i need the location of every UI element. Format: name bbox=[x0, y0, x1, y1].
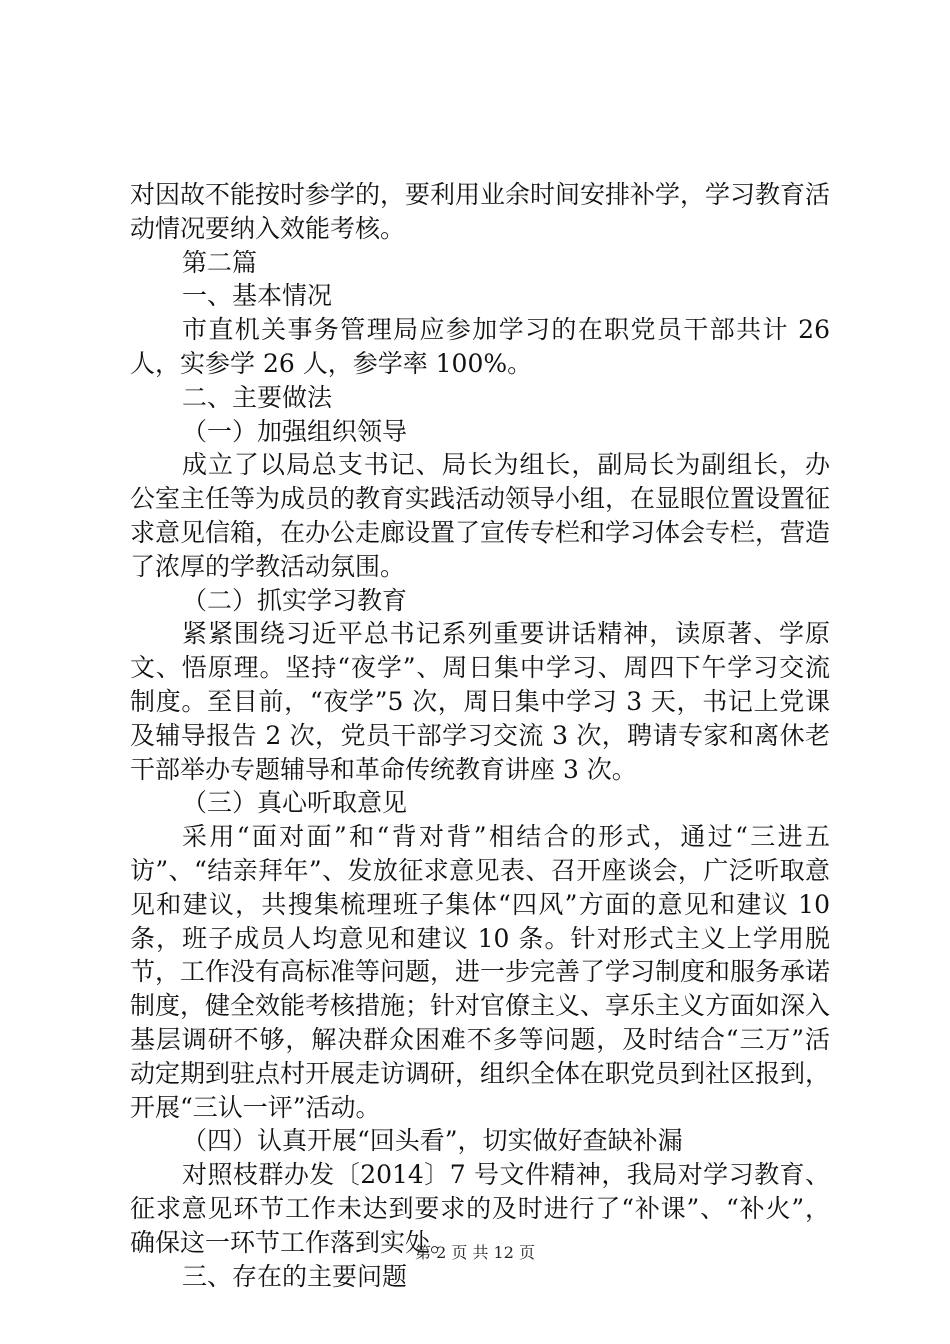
subheading-organization: （一）加强组织领导 bbox=[182, 416, 408, 446]
paragraph-study: 紧紧围绕习近平总书记系列重要讲话精神，读原著、学原文、悟原理。坚持“夜学”、周日集中学习、周四下午学习交流制度。至目前，“夜学”5 次，周日集中学习 3 天，书记上党课及辅导报告 2 次，党员干部学习交流 3 次，聘请专家和离休老干部举办专题辅导和革命传统教育讲座 3 次。 bbox=[130, 619, 830, 784]
section-title-part-two: 第二篇 bbox=[182, 247, 258, 277]
paragraph-organization: 成立了以局总支书记、局长为组长，副局长为副组长，办公室主任等为成员的教育实践活动领导小组，在显眼位置设置征求意见信箱，在办公走廊设置了宣传专栏和学习体会专栏，营造了浓厚的学教活动氛围。 bbox=[130, 450, 831, 581]
heading-basic-situation: 一、基本情况 bbox=[182, 281, 333, 311]
page-number-footer: 第 2 页 共 12 页 bbox=[415, 1243, 535, 1262]
heading-main-practices: 二、主要做法 bbox=[182, 382, 333, 412]
subheading-opinions: （三）真心听取意见 bbox=[182, 788, 408, 818]
paragraph-review: 对照枝群办发〔2014〕7 号文件精神，我局对学习教育、征求意见环节工作未达到要求的及时进行了“补课”、“补火”，确保这一环节工作落到实处。 bbox=[130, 1160, 830, 1257]
subheading-review: （四）认真开展“回头看”，切实做好查缺补漏 bbox=[182, 1126, 683, 1156]
paragraph-participation: 市直机关事务管理局应参加学习的在职党员干部共计 26 人，实参学 26 人，参学率 100%。 bbox=[130, 315, 838, 378]
heading-main-problems: 三、存在的主要问题 bbox=[182, 1261, 408, 1291]
document-body bbox=[130, 178, 838, 1293]
subheading-study: （二）抓实学习教育 bbox=[182, 585, 408, 615]
paragraph-continuation: 对因故不能按时参学的，要利用业余时间安排补学，学习教育活动情况要纳入效能考核。 bbox=[130, 180, 831, 243]
paragraph-opinions: 采用“面对面”和“背对背”相结合的形式，通过“三进五访”、“结亲拜年”、发放征求意见表、召开座谈会，广泛听取意见和建议，共搜集梳理班子集体“四风”方面的意见和建议 10 条，班子成员人均意见和建议 10 条。针对形式主义上学用脱节，工作没有高标准等问题，进一步完善了学习制度和服务承诺制度，健全效能考核措施；针对官僚主义、享乐主义方面如深入基层调研不够，解决群众困难不多等问题，及时结合“三万”活动定期到驻点村开展走访调研，组织全体在职党员到社区报到，开展“三认一评”活动。 bbox=[130, 822, 838, 1122]
